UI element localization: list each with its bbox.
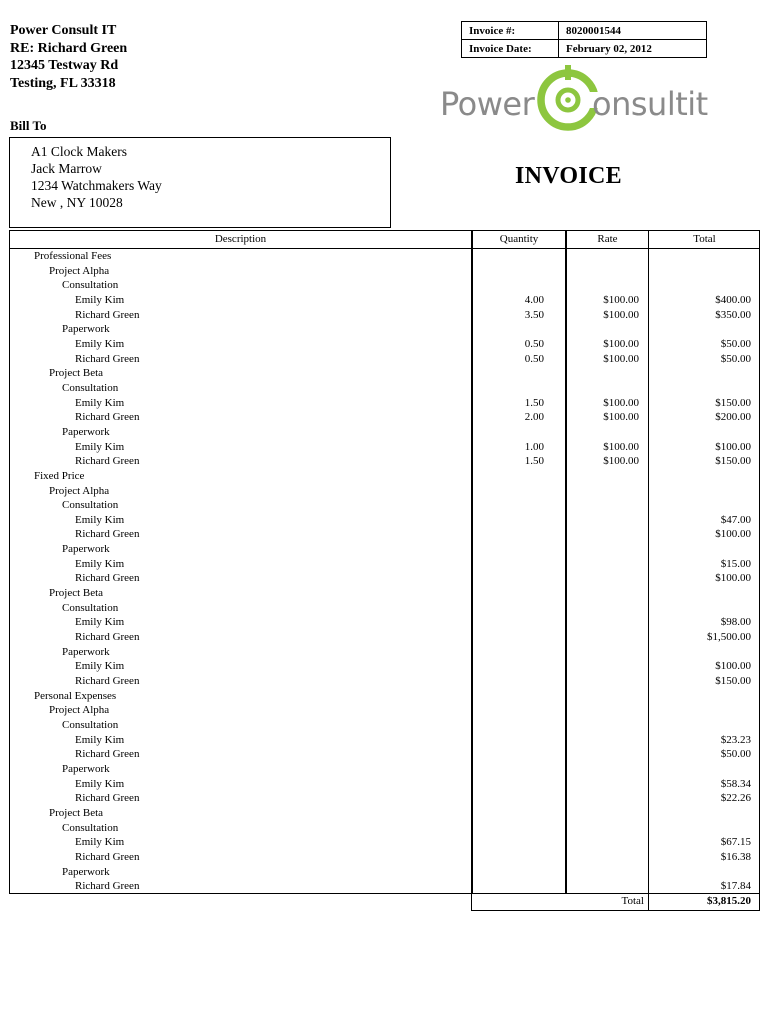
table-row <box>10 366 759 381</box>
row-rate: $100.00 <box>603 293 639 306</box>
table-row <box>10 308 759 323</box>
row-description: Consultation <box>62 499 119 512</box>
invoice-date-value: February 02, 2012 <box>559 40 707 58</box>
row-total: $150.00 <box>715 455 751 468</box>
table-row <box>10 264 759 279</box>
table-row <box>10 821 759 836</box>
row-description: Paperwork <box>62 762 110 775</box>
bill-to-label: Bill To <box>10 118 47 133</box>
row-total: $100.00 <box>715 528 751 541</box>
bill-to-line: New , NY 10028 <box>31 195 123 210</box>
table-row <box>10 278 759 293</box>
logo-text-right: onsultit <box>592 85 708 123</box>
table-row <box>10 850 759 865</box>
table-row <box>10 557 759 572</box>
table-row <box>10 835 759 850</box>
document-title: INVOICE <box>515 163 622 189</box>
row-total: $100.00 <box>715 440 751 453</box>
row-total: $23.23 <box>720 733 751 746</box>
table-row <box>10 865 759 880</box>
table-row <box>10 469 759 484</box>
row-description: Paperwork <box>62 543 110 556</box>
row-rate: $100.00 <box>603 411 639 424</box>
row-description: Emily Kim <box>75 513 125 526</box>
row-description: Emily Kim <box>75 293 125 306</box>
table-row <box>10 440 759 455</box>
line-items-table <box>9 230 760 894</box>
company-name: Power Consult IT <box>10 23 117 38</box>
row-description: Emily Kim <box>75 557 125 570</box>
invoice-number-row <box>462 22 707 40</box>
row-description: Richard Green <box>75 850 140 863</box>
row-total: $400.00 <box>715 293 751 306</box>
row-description: Consultation <box>62 279 119 292</box>
bill-to-line: 1234 Watchmakers Way <box>31 178 162 193</box>
row-rate: $100.00 <box>603 337 639 350</box>
table-row <box>10 601 759 616</box>
row-description: Richard Green <box>75 880 140 893</box>
row-total: $350.00 <box>715 308 751 321</box>
grand-total-label: Total <box>621 895 644 907</box>
invoice-date-row <box>462 40 707 58</box>
table-row <box>10 498 759 513</box>
row-total: $16.38 <box>720 850 751 863</box>
table-row <box>10 689 759 704</box>
row-description: Richard Green <box>75 631 140 644</box>
row-description: Personal Expenses <box>34 689 117 702</box>
table-row <box>10 586 759 601</box>
row-total: $150.00 <box>715 396 751 409</box>
row-quantity: 1.00 <box>524 440 544 453</box>
row-description: Consultation <box>62 381 119 394</box>
row-total: $50.00 <box>720 352 751 365</box>
row-description: Paperwork <box>62 645 110 658</box>
table-row <box>10 615 759 630</box>
bill-to-address-box <box>9 137 391 228</box>
row-total: $22.26 <box>720 792 751 805</box>
row-description: Richard Green <box>75 792 140 805</box>
table-row <box>10 703 759 718</box>
row-rate: $100.00 <box>603 396 639 409</box>
table-row <box>10 527 759 542</box>
table-row <box>10 513 759 528</box>
row-quantity: 1.50 <box>524 455 544 468</box>
row-description: Paperwork <box>62 323 110 336</box>
table-row <box>10 542 759 557</box>
row-description: Emily Kim <box>75 337 125 350</box>
invoice-number-label: Invoice #: <box>462 22 559 40</box>
bill-to-line: A1 Clock Makers <box>31 144 127 159</box>
row-total: $15.00 <box>720 557 751 570</box>
table-row <box>10 762 759 777</box>
row-description: Project Alpha <box>49 704 110 717</box>
logo-ring-icon <box>532 62 598 138</box>
table-row <box>10 806 759 821</box>
row-description: Paperwork <box>62 865 110 878</box>
row-description: Emily Kim <box>75 777 125 790</box>
row-description: Richard Green <box>75 528 140 541</box>
table-row <box>10 645 759 660</box>
row-quantity: 4.00 <box>524 293 544 306</box>
row-total: $200.00 <box>715 411 751 424</box>
table-row <box>10 337 759 352</box>
row-total: $58.34 <box>720 777 751 790</box>
row-description: Richard Green <box>75 572 140 585</box>
row-description: Consultation <box>62 821 119 834</box>
row-description: Emily Kim <box>75 396 125 409</box>
row-quantity: 0.50 <box>524 337 544 350</box>
table-row <box>10 410 759 425</box>
table-row <box>10 747 759 762</box>
company-logo <box>436 62 708 138</box>
row-quantity: 3.50 <box>524 308 544 321</box>
row-description: Richard Green <box>75 675 140 688</box>
invoice-number-value: 8020001544 <box>559 22 707 40</box>
table-row <box>10 879 759 894</box>
row-total: $47.00 <box>720 513 751 526</box>
row-total: $50.00 <box>720 748 751 761</box>
company-address-line-1: 12345 Testway Rd <box>10 58 119 73</box>
row-quantity: 2.00 <box>524 411 544 424</box>
table-row <box>10 571 759 586</box>
table-row <box>10 733 759 748</box>
row-total: $17.84 <box>720 880 751 893</box>
table-row <box>10 425 759 440</box>
table-row <box>10 293 759 308</box>
row-total: $67.15 <box>720 836 751 849</box>
row-description: Richard Green <box>75 411 140 424</box>
row-description: Project Alpha <box>49 264 110 277</box>
header-description: Description <box>214 233 267 245</box>
row-description: Emily Kim <box>75 440 125 453</box>
row-description: Emily Kim <box>75 733 125 746</box>
table-row <box>10 718 759 733</box>
row-total: $100.00 <box>715 660 751 673</box>
row-description: Project Alpha <box>49 484 110 497</box>
row-description: Richard Green <box>75 455 140 468</box>
row-total: $98.00 <box>720 616 751 629</box>
logo-text-left: Power <box>440 85 535 123</box>
row-description: Richard Green <box>75 748 140 761</box>
row-description: Paperwork <box>62 425 110 438</box>
row-description: Project Beta <box>49 367 104 380</box>
row-description: Professional Fees <box>34 250 112 262</box>
header-total: Total <box>693 233 716 245</box>
row-rate: $100.00 <box>603 352 639 365</box>
line-item-rows <box>10 249 759 894</box>
row-quantity: 0.50 <box>524 352 544 365</box>
company-address-line-2: Testing, FL 33318 <box>10 75 116 91</box>
row-description: Project Beta <box>49 806 104 819</box>
invoice-date-label: Invoice Date: <box>462 40 559 58</box>
row-description: Consultation <box>62 719 119 731</box>
row-rate: $100.00 <box>603 308 639 321</box>
row-description: Emily Kim <box>75 616 125 629</box>
row-total: $1,500.00 <box>707 631 751 644</box>
header-rate: Rate <box>597 233 618 245</box>
row-rate: $100.00 <box>603 455 639 468</box>
header-quantity: Quantity <box>499 233 539 245</box>
table-row <box>10 396 759 411</box>
table-row <box>10 674 759 689</box>
row-description: Consultation <box>62 601 119 614</box>
table-row <box>10 630 759 645</box>
table-row <box>10 659 759 674</box>
bill-to-line: Jack Marrow <box>31 161 102 176</box>
table-row <box>10 777 759 792</box>
row-description: Emily Kim <box>75 836 125 849</box>
table-row <box>10 352 759 367</box>
row-total: $50.00 <box>720 337 751 350</box>
company-block <box>10 22 127 92</box>
table-row <box>10 322 759 337</box>
row-description: Richard Green <box>75 308 140 321</box>
row-rate: $100.00 <box>603 440 639 453</box>
row-description: Emily Kim <box>75 660 125 673</box>
row-total: $150.00 <box>715 675 751 688</box>
grand-total-value: $3,815.20 <box>707 895 751 907</box>
row-description: Fixed Price <box>34 469 85 482</box>
table-row <box>10 791 759 806</box>
row-description: Richard Green <box>75 352 140 365</box>
invoice-meta-table <box>461 21 707 58</box>
row-quantity: 1.50 <box>524 396 544 409</box>
table-row <box>10 381 759 396</box>
row-total: $100.00 <box>715 572 751 585</box>
table-row <box>10 484 759 499</box>
table-row <box>10 454 759 469</box>
company-re-line: RE: Richard Green <box>10 40 128 56</box>
row-description: Project Beta <box>49 587 104 600</box>
table-row <box>10 249 759 264</box>
grand-total-box <box>471 893 760 911</box>
